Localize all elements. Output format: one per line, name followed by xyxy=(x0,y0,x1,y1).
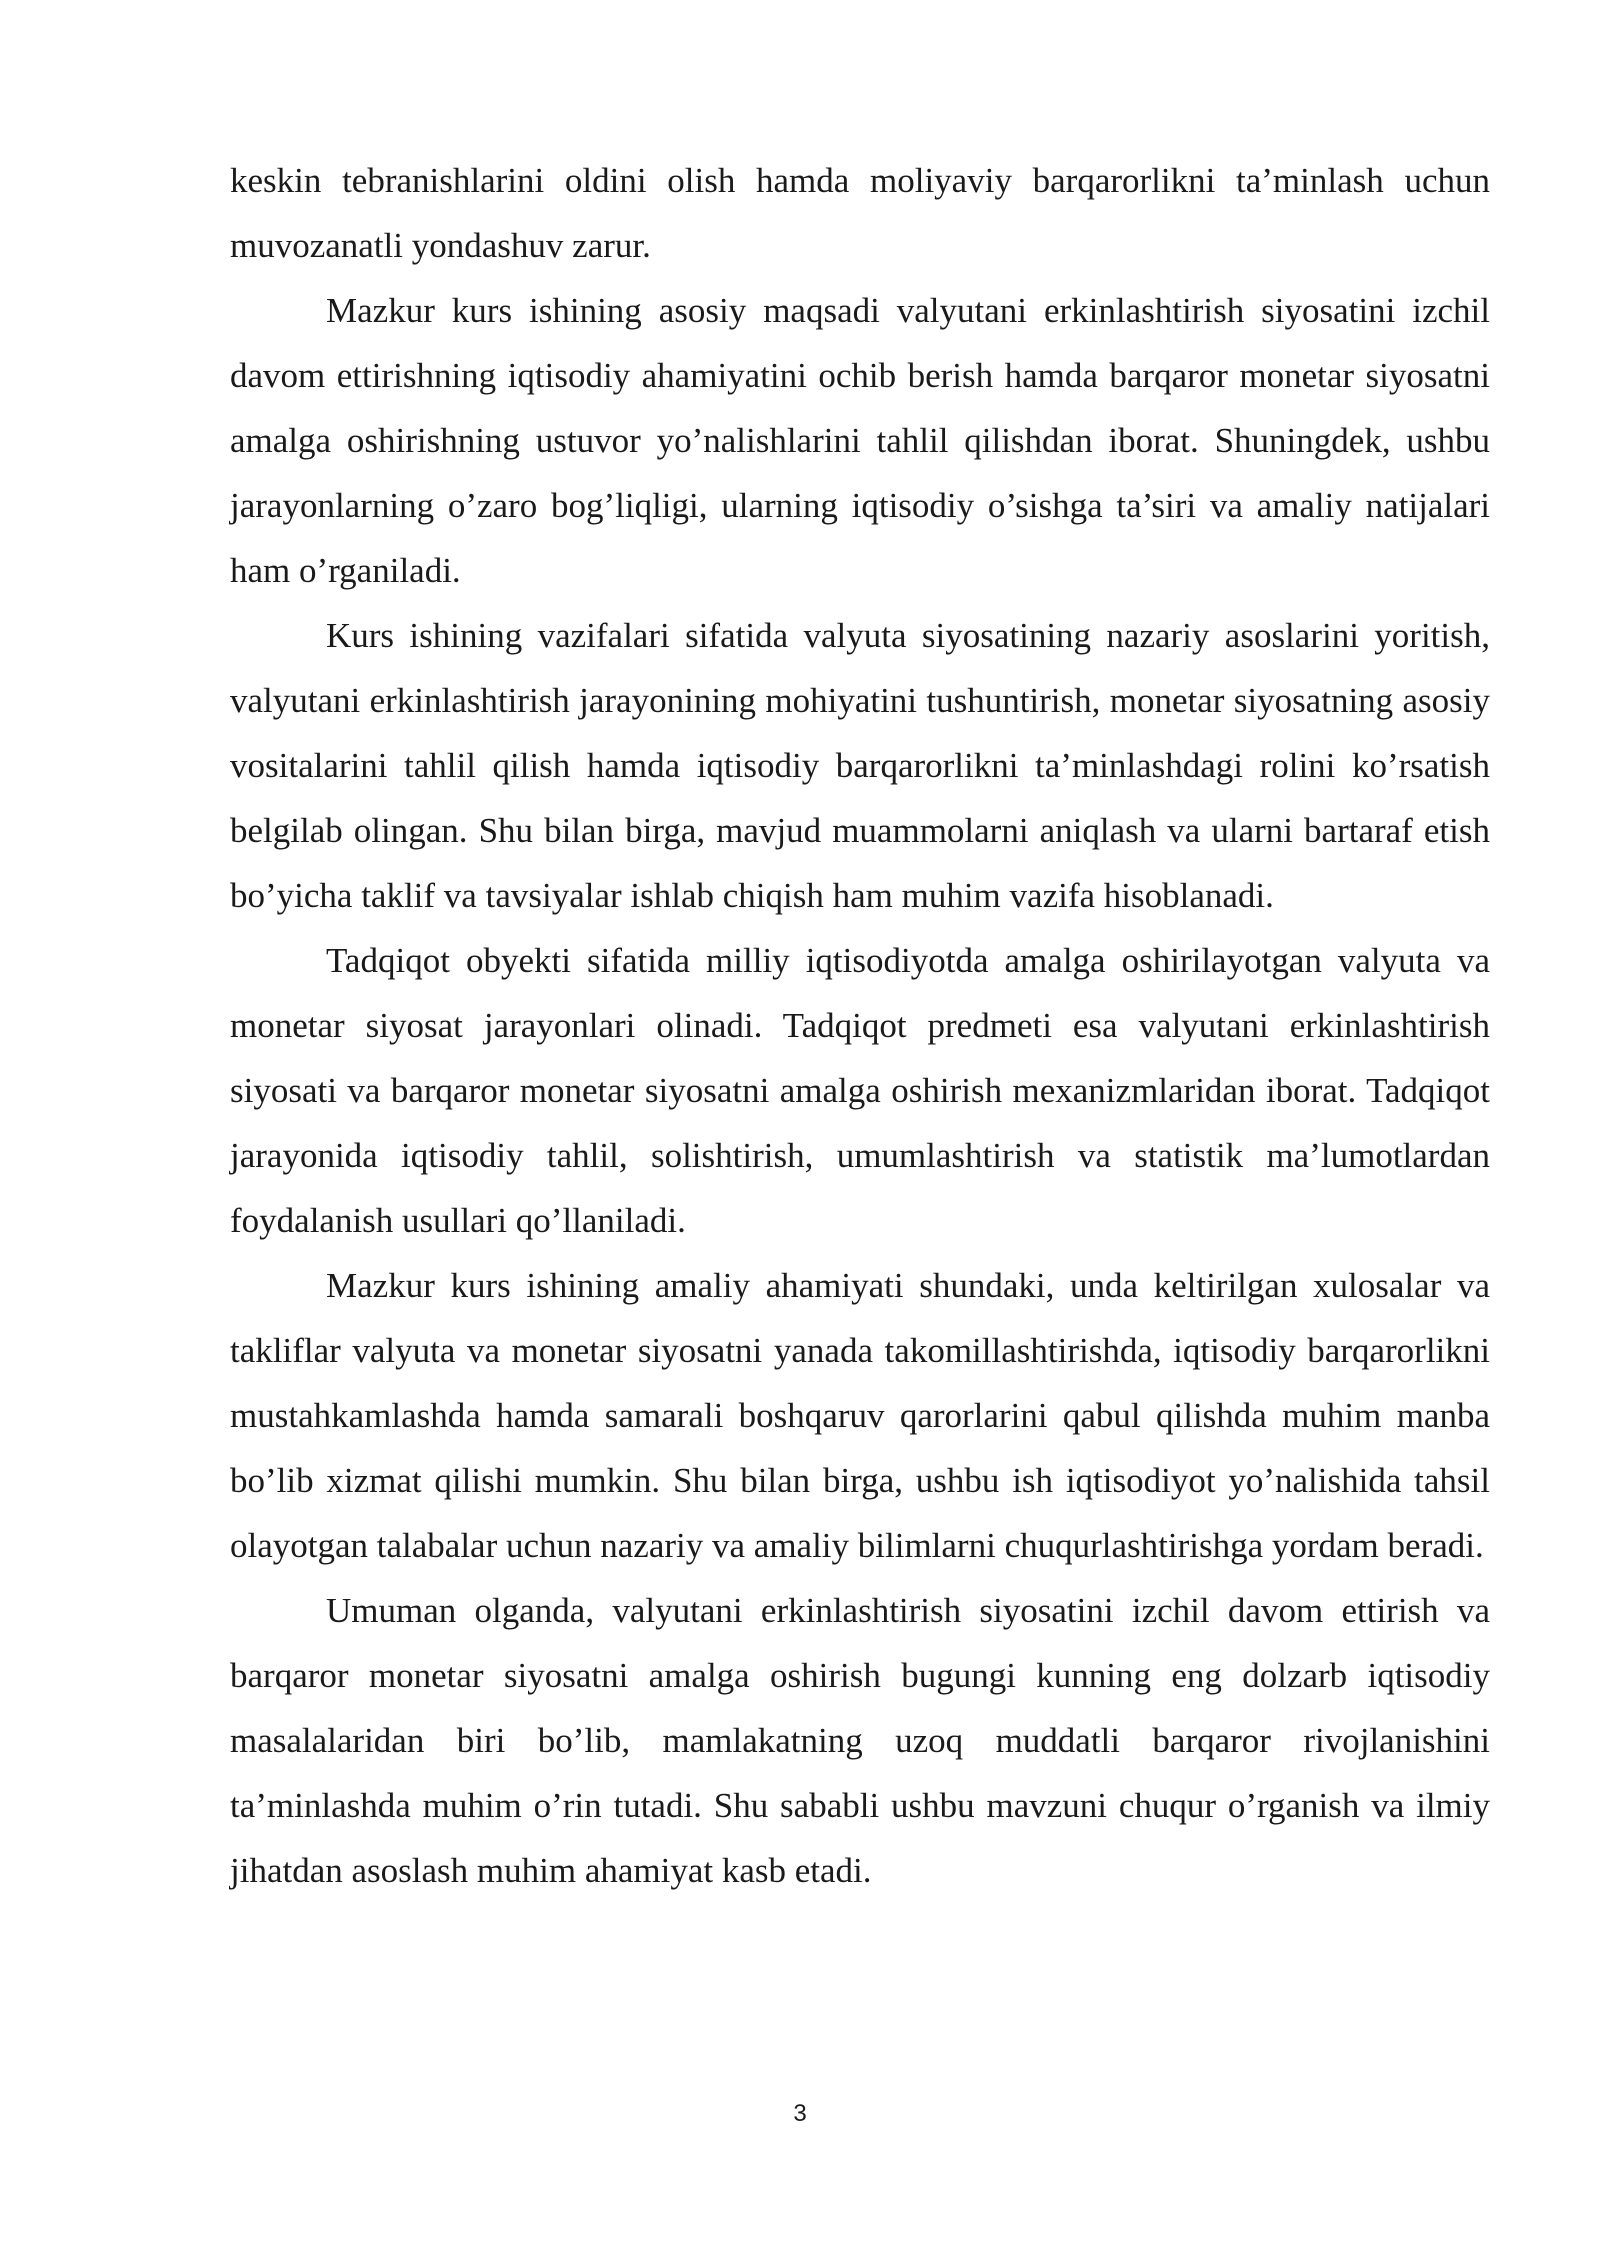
document-page xyxy=(230,148,1490,1903)
paragraph-object-subject: Tadqiqot obyekti sifatida milliy iqtisodiyotda amalga oshirilayotgan valyuta va monetar siyosat jarayonlari olinadi. Tadqiqot predmeti esa valyutani erkinlashtirish siyosati va barqaror monetar siyosatni amalga oshirish mexanizmlaridan iborat. Tadqiqot jarayonida iqtisodiy tahlil, solishtirish, umumlashtirish va statistik ma’lumotlardan foydalanish usullari qo’llaniladi. xyxy=(230,941,1490,1240)
paragraph-conclusion: Umuman olganda, valyutani erkinlashtirish siyosatini izchil davom ettirish va barqaror monetar siyosatni amalga oshirish bugungi kunning eng dolzarb iqtisodiy masalalaridan biri bo’lib, mamlakatning uzoq muddatli barqaror rivojlanishini ta’minlashda muhim o’rin tutadi. Shu sababli ushbu mavzuni chuqur o’rganish va ilmiy jihatdan asoslash muhim ahamiyat kasb etadi. xyxy=(230,1591,1490,1890)
page-number: 3 xyxy=(793,2100,807,2127)
paragraph-practical-significance: Mazkur kurs ishining amaliy ahamiyati shundaki, unda keltirilgan xulosalar va takliflar valyuta va monetar siyosatni yanada takomillashtirishda, iqtisodiy barqarorlikni mustahkamlashda hamda samarali boshqaruv qarorlarini qabul qilishda muhim manba bo’lib xizmat qilishi mumkin. Shu bilan birga, ushbu ish iqtisodiyot yo’nalishida tahsil olayotgan talabalar uchun nazariy va amaliy bilimlarni chuqurlashtirishga yordam beradi. xyxy=(230,1266,1490,1565)
paragraph-purpose: Mazkur kurs ishining asosiy maqsadi valyutani erkinlashtirish siyosatini izchil davom ettirishning iqtisodiy ahamiyatini ochib berish hamda barqaror monetar siyosatni amalga oshirishning ustuvor yo’nalishlarini tahlil qilishdan iborat. Shuningdek, ushbu jarayonlarning o’zaro bog’liqligi, ularning iqtisodiy o’sishga ta’siri va amaliy natijalari ham o’rganiladi. xyxy=(230,291,1490,590)
paragraph-continuation: keskin tebranishlarini oldini olish hamda moliyaviy barqarorlikni ta’minlash uchun muvozanatli yondashuv zarur. xyxy=(230,161,1490,265)
paragraph-tasks: Kurs ishining vazifalari sifatida valyuta siyosatining nazariy asoslarini yoritish, valyutani erkinlashtirish jarayonining mohiyatini tushuntirish, monetar siyosatning asosiy vositalarini tahlil qilish hamda iqtisodiy barqarorlikni ta’minlashdagi rolini ko’rsatish belgilab olingan. Shu bilan birga, mavjud muammolarni aniqlash va ularni bartaraf etish bo’yicha taklif va tavsiyalar ishlab chiqish ham muhim vazifa hisoblanadi. xyxy=(230,616,1490,915)
